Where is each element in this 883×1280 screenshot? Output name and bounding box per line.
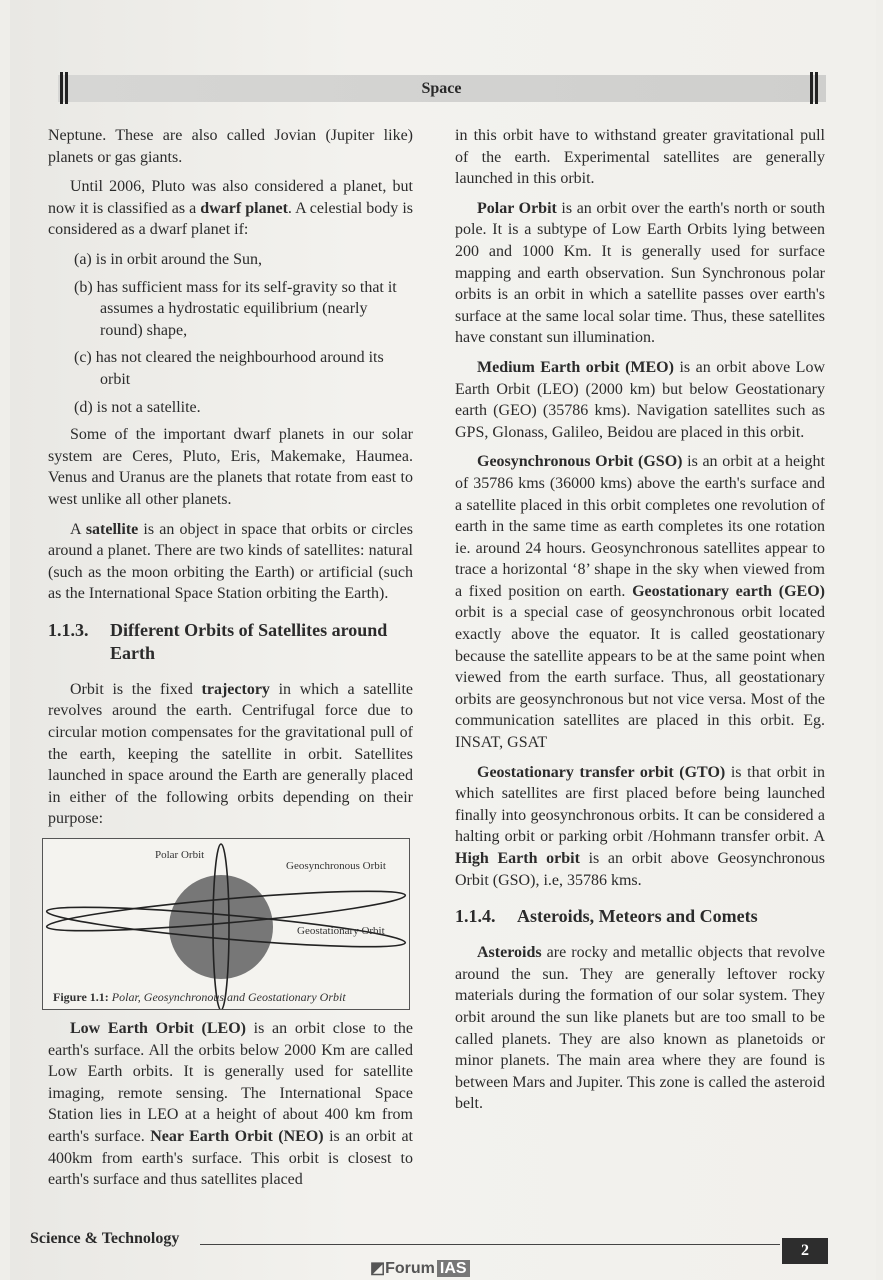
orbit-figure	[42, 838, 410, 1010]
paragraph: Neptune. These are also called Jovian (Jupiter like) planets or gas giants.	[48, 127, 413, 166]
paragraph: Until 2006, Pluto was also considered a planet, but now it is classified as a dwarf planet. A celestial body is considered as a dwarf planet if:	[48, 178, 413, 239]
left-column	[48, 125, 413, 1199]
paragraph: Medium Earth orbit (MEO) is an orbit above Low Earth Orbit (LEO) (2000 km) but below Geostationary earth (GEO) (35786 kms). Navigation satellites such as GPS, Glonass, Galileo, Beidou are placed in this orbit.	[455, 358, 826, 441]
section-heading	[48, 619, 413, 665]
publisher-logo: ◩Forum IAS	[370, 1258, 470, 1278]
list-item: (d) is not a satellite.	[74, 398, 201, 416]
section-number: 1.1.4.	[455, 906, 496, 927]
label-polar-orbit: Polar Orbit	[155, 849, 205, 862]
paragraph: Orbit is the fixed trajectory in which a satellite revolves around the earth. Centrifugal force due to circular motion compensates for the gravitational pull of the earth, keeping the satellite in orbit. Satellites launched in space around the Earth are generally placed in either of the following orbits depending on their purpose:	[48, 680, 413, 828]
paragraph: Geosynchronous Orbit (GSO) is an orbit at a height of 35786 kms (36000 kms) above the earth's surface and a satellite placed in this orbit completes one revolution of earth in the same time as earth completes its one rotation ie. around 24 hours. Geosynchronous satellites appear to trace a horizontal ‘8’ shape in the sky when viewed from a fixed position on earth. Geostationary earth (GEO) orbit is a special case of geosynchronous orbit located exactly above the equator. It is called geostationary because the satellite appears to be at the same point when viewed from the earth surface. Thus, all geostationary orbits are geosynchronous but not vice versa. Most of the communication satellites are placed in this orbit. Eg. INSAT, GSAT	[455, 453, 826, 752]
label-geostationary-orbit: Geostationary Orbit	[297, 925, 385, 938]
footer-book-title: Science & Technology	[30, 1230, 180, 1247]
section-title: Different Orbits of Satellites around Earth	[110, 619, 388, 663]
paragraph: in this orbit have to withstand greater gravitational pull of the earth. Experimental satellites are generally launched in this orbit.	[455, 127, 825, 188]
paragraph: Some of the important dwarf planets in our solar system are Ceres, Pluto, Eris, Makemake, Haumea. Venus and Uranus are the planets that rotate from east to west unlike all other planets.	[48, 426, 413, 508]
paragraph: Geostationary transfer orbit (GTO) is that orbit in which satellites are first placed before being launched finally into geosynchronous orbits. It can be considered a halting orbit or parking orbit /Hohmann transfer orbit. A High Earth orbit is an orbit above Geosynchronous Orbit (GSO), i.e, 35786 kms.	[455, 763, 826, 889]
figure-caption: Figure 1.1: Polar, Geosynchronous and Geostationary Orbit	[53, 990, 346, 1005]
section-number: 1.1.3.	[48, 619, 89, 640]
paragraph: Asteroids are rocky and metallic objects that revolve around the sun. They are generally leftover rocky materials during the formation of our solar system. They orbit around the sun like planets but are too small to be called planets. They are also known as planetoids or minor planets. The main area where they are found is between Mars and Jupiter. This zone is called the asteroid belt.	[455, 944, 825, 1113]
page-number: 2	[782, 1238, 828, 1264]
chapter-title: Space	[421, 80, 462, 97]
section-title: Asteroids, Meteors and Comets	[517, 906, 758, 927]
label-geosynchronous-orbit: Geosynchronous Orbit	[286, 860, 386, 873]
paragraph: A satellite is an object in space that orbits or circles around a planet. There are two kinds of satellites: natural (such as the moon orbiting the Earth) or artificial (such as the International Space Station orbiting the Earth).	[48, 520, 414, 603]
footer-rule	[200, 1244, 780, 1245]
right-column	[455, 125, 825, 1123]
orbit-diagram	[43, 839, 409, 1009]
list-item: (b) has sufficient mass for its self-gravity so that it assumes a hydrostatic equilibrium (nearly round) shape,	[74, 278, 397, 339]
brand-icon: ◩	[370, 1260, 386, 1277]
section-heading	[455, 905, 825, 928]
paragraph: Polar Orbit is an orbit over the earth's north or south pole. It is a subtype of Low Earth Orbits lying between 200 and 1000 Km. It is generally used for surface mapping and earth observation. Sun Synchronous polar orbits is an orbit in which a satellite passes over earth's surface at the same local solar time. Thus, these satellites have constant sun illumination.	[455, 199, 826, 347]
list-item: (a) is in orbit around the Sun,	[74, 250, 262, 268]
paragraph: Low Earth Orbit (LEO) is an orbit close to the earth's surface. All the orbits below 2000 Km are called Low Earth orbits. It is generally used for satellite imaging, remote sensing. The International Space Station lies in LEO at a height of about 400 km from earth's surface. Near Earth Orbit (NEO) is an orbit at 400km from earth's surface. This orbit is closest to earth's surface and thus satellites placed	[48, 1020, 414, 1189]
list-item: (c) has not cleared the neighbourhood around its orbit	[74, 349, 384, 388]
